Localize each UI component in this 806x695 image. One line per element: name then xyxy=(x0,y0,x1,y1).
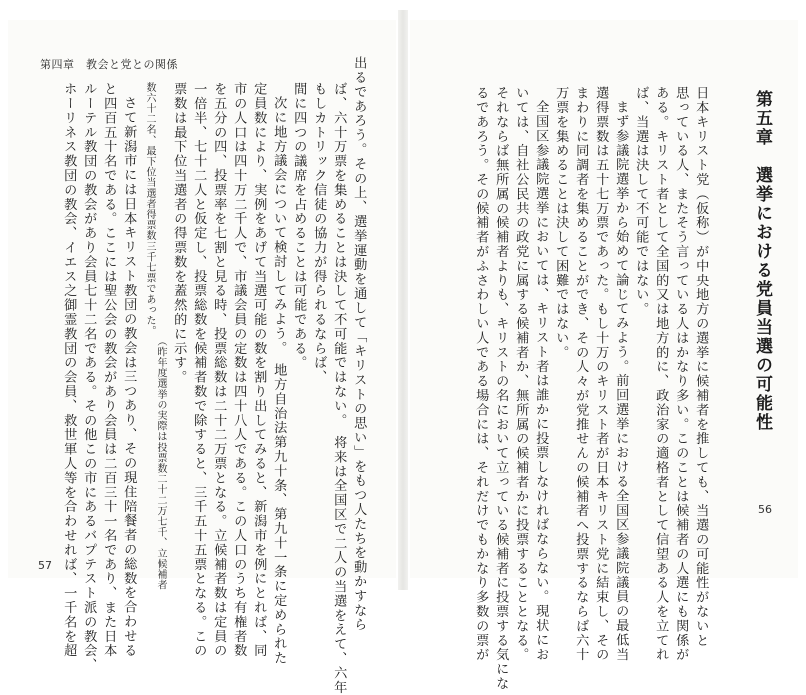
page-number: 57 xyxy=(38,559,52,572)
text-line: を五分の四、投票率を七割と見る時、投票総数は二十二万票となる。立候補者数は定員の xyxy=(211,82,227,658)
text-line: 定員数により、実例をあげて当選可能の数を割り出してみると、新潟市を例にとれば、同 xyxy=(251,82,267,658)
text-line: と四百五十名である。ここには聖公会の教会があり会員は二百三十一名であり、また日本 xyxy=(101,82,117,658)
text-line: 万票を集めることは決して困難ではない。 xyxy=(553,86,569,360)
note-line: 数六十二名、最下位当選者得票数三千七票であった。 xyxy=(144,82,155,337)
text-line: るであろう。その候補者がふさわしい人である場合には、それだけでもかなり多数の票が xyxy=(473,86,489,662)
text-line: 日本キリスト党（仮称）が中央地方の選挙に候補者を推しても、当選の可能性がないと xyxy=(693,86,709,648)
text-line: 市の人口は四十万二千人で、市議会員の定数は四十八人である。この人口のうち有権者数 xyxy=(231,82,247,658)
left-page xyxy=(8,20,396,695)
text-line: 選得票数は五十七万票であった。もし十万のキリスト者が日本キリスト党に結束し、その xyxy=(593,86,609,662)
text-line: 全国区参議院選挙においては、キリスト者は誰かに投票しなければならない。現状にお xyxy=(533,100,549,662)
text-line: さて新潟市には日本キリスト教団の教会は三つあり、その現住陪餐者の総数を合わせる xyxy=(121,96,137,658)
text-line: ホーリネス教団の教会、イエス之御霊教団の会員、救世軍人等を合わせれば、一千名を超 xyxy=(61,82,77,658)
text-line: 次に地方議会について検討してみよう。 地方自治法第九十条、第九十一条に定められた xyxy=(271,96,287,666)
text-line: 間に四つの議席を占めることは可能である。 xyxy=(291,82,307,370)
note-line: （昨年度選挙の実際は投票数二十二万七千、立候補者 xyxy=(155,336,166,591)
running-head: 第四章 教会と党との関係 xyxy=(40,58,178,71)
text-line: まず参議院選挙から始めて論じてみよう。前回選挙における全国区参議院議員の最低当 xyxy=(613,100,629,662)
page-number: 56 xyxy=(758,503,772,516)
chapter-title: 第五章 選挙における党員当選の可能性 xyxy=(752,90,772,432)
text-line: 思っている人、またそう言っている人はかなり多い。このことは候補者の人選にも関係が xyxy=(673,86,689,662)
text-line: ば、当選は決して不可能ではない。 xyxy=(633,86,649,317)
text-line: ば、六十万票を集めることは決して不可能ではない。 将来は全国区で二人の当選をえて、六年 xyxy=(331,82,347,695)
text-line: 出るであろう。その上、選挙運動を通して「キリストの思い」をもつ人たちを動かすなら xyxy=(351,56,367,632)
text-line: それならば無所属の候補者よりも、キリストの名において立っている候補者に投票する気にな xyxy=(493,86,509,691)
text-line: ある。キリスト者として全国的又は地方的に、政治家の適格者として信望ある人を立てれ xyxy=(653,86,669,662)
text-line: まわりに同調者を集めることができ、その人々が党推せんの候補者へ投票するならば六十 xyxy=(573,86,589,662)
text-line: 一倍半、七十二人と仮定し、投票総数を候補者数で除すると、三千五十五票となる。この xyxy=(191,82,207,658)
text-line: もしカトリック信徒の協力が得られるならば、 xyxy=(311,82,327,385)
right-page xyxy=(410,20,798,691)
text-line: 票数は最下位当選者の得票数を蓋然的に示す。 xyxy=(171,82,187,385)
text-line: いては、自社公民共の政党に属する候補者か、無所属の候補者かに投票することとなる。 xyxy=(513,86,529,662)
book-gutter xyxy=(398,10,408,590)
text-line: ルーテル教団の教会があり会員七十二名である。その他この市にあるバプテスト派の教会、 xyxy=(81,82,97,673)
